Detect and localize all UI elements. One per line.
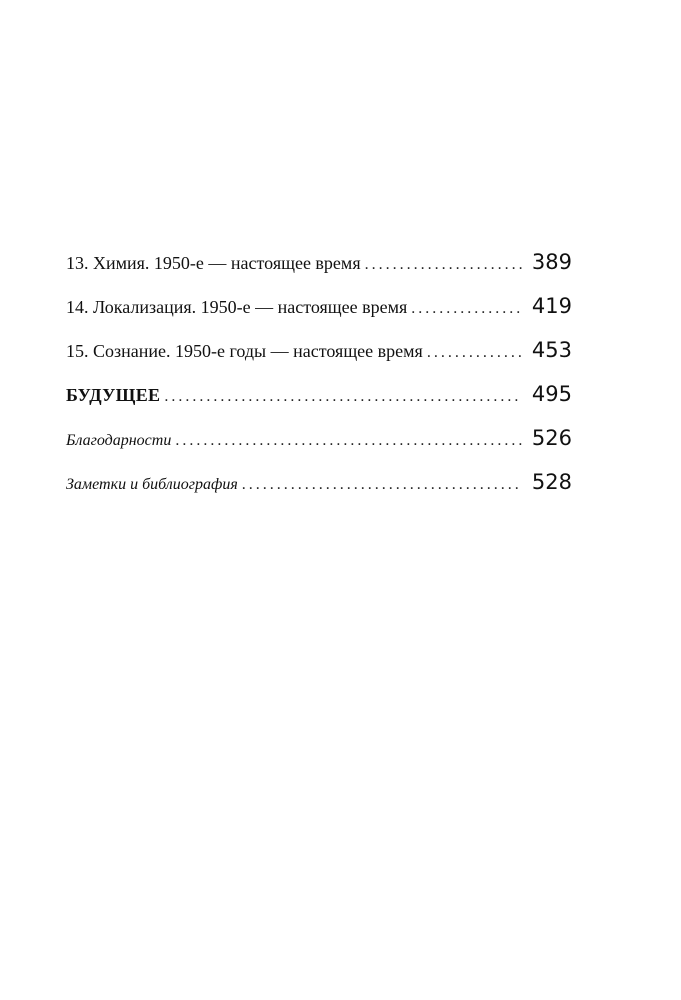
toc-entry-title: БУДУЩЕЕ xyxy=(66,385,161,405)
table-of-contents xyxy=(66,250,572,514)
toc-entry-title: Заметки и библиография xyxy=(66,476,238,493)
toc-entry-title: Благодарности xyxy=(66,432,172,449)
toc-entry-acknowledgements xyxy=(66,426,572,470)
toc-dot-leader xyxy=(175,432,522,450)
toc-page-number: 419 xyxy=(531,294,572,318)
toc-entry-consciousness xyxy=(66,338,572,382)
toc-entry-notes-bibliography xyxy=(66,470,572,514)
toc-page-number: 526 xyxy=(531,426,572,450)
toc-dot-leader xyxy=(427,344,522,362)
toc-dot-leader xyxy=(242,476,522,494)
toc-dot-leader xyxy=(411,300,522,318)
toc-entry-title: 14. Локализация. 1950-е — настоящее время xyxy=(66,297,408,317)
toc-entry-localization xyxy=(66,294,572,338)
toc-page-number: 453 xyxy=(531,338,572,362)
toc-entry-title: 15. Сознание. 1950-е годы — настоящее время xyxy=(66,341,423,361)
toc-entry-chemistry xyxy=(66,250,572,294)
toc-dot-leader xyxy=(365,256,522,274)
toc-page-number: 389 xyxy=(531,250,572,274)
toc-page-number: 495 xyxy=(531,382,572,406)
toc-page-number: 528 xyxy=(531,470,572,494)
toc-entry-future xyxy=(66,382,572,426)
toc-dot-leader xyxy=(164,388,522,406)
toc-entry-title: 13. Химия. 1950-е — настоящее время xyxy=(66,253,361,273)
